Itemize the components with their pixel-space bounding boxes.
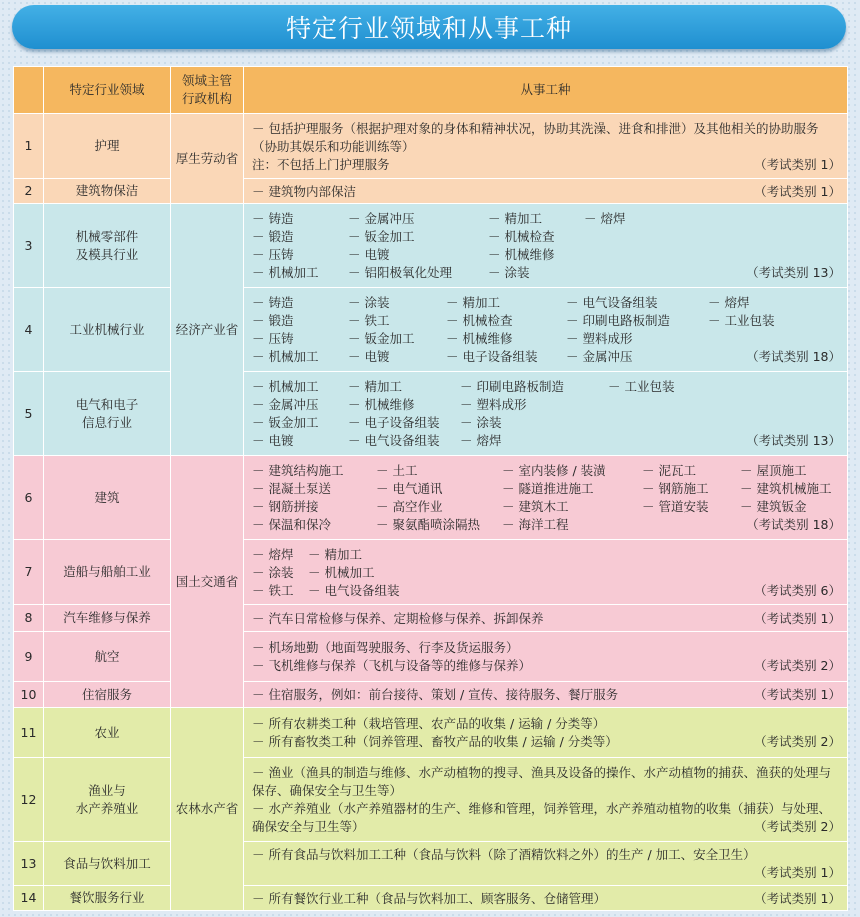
occupation-item: － 铸造 [252, 295, 294, 310]
row-occupation [244, 540, 848, 605]
occupation-item: － 机械加工 [252, 379, 319, 394]
row-number: 14 [14, 886, 44, 911]
row-occupation [244, 114, 848, 179]
row-number: 10 [14, 682, 44, 708]
row-number: 11 [14, 708, 44, 758]
row-number: 4 [14, 288, 44, 372]
occupation-item: － 屋顶施工 [740, 463, 807, 478]
agency-cell: 经济产业省 [171, 204, 244, 456]
table-row [14, 114, 848, 179]
occupation-item: － 印刷电路板制造 [566, 313, 670, 328]
page-title-banner [12, 5, 846, 49]
row-occupation [244, 758, 848, 842]
occupation-item: － 电子设备组装 [348, 415, 440, 430]
row-number: 2 [14, 179, 44, 204]
row-number: 12 [14, 758, 44, 842]
table-row [14, 204, 848, 288]
row-occupation [244, 682, 848, 708]
row-number: 3 [14, 204, 44, 288]
occupation-item: － 电气通讯 [376, 481, 443, 496]
occupation-item: － 精加工 [446, 295, 500, 310]
occupation-line: － 机场地勤（地面驾驶服务、行李及货运服务） [252, 640, 519, 655]
row-field: 工业机械行业 [44, 288, 171, 372]
occupation-item: － 塑料成形 [460, 397, 527, 412]
row-field: 护理 [44, 114, 171, 179]
row-field: 造船与船舶工业 [44, 540, 171, 605]
row-occupation [244, 708, 848, 758]
occupation-item: － 钣金加工 [348, 331, 415, 346]
exam-category: （考试类别 13） [746, 265, 841, 280]
occupation-item: － 精加工 [488, 211, 542, 226]
row-field: 建筑 [44, 456, 171, 540]
row-field: 餐饮服务行业 [44, 886, 171, 911]
occupation-item: － 铝阳极氧化处理 [348, 265, 452, 280]
occupation-item: － 锻造 [252, 229, 294, 244]
occupation-table [13, 66, 848, 911]
occupation-item: － 机械加工 [252, 349, 319, 364]
occupation-line: － 汽车日常检修与保养、定期检修与保养、拆卸保养 [252, 610, 544, 626]
occupation-line: － 飞机维修与保养（飞机与设备等的维修与保养） [252, 658, 531, 673]
occupation-item: － 熔焊 [460, 433, 502, 448]
table-header-row [14, 67, 848, 114]
occupation-line: － 建筑物内部保洁 [252, 183, 356, 199]
exam-category: （考试类别 1） [754, 610, 841, 626]
occupation-line: － 渔业（渔具的制造与维修、水产动植物的搜寻、渔具及设备的操作、水产动植物的捕获、渔获的处理与保存、确保安全与卫生等） [252, 765, 831, 798]
exam-category: （考试类别 18） [746, 349, 841, 364]
occupation-item: － 泥瓦工 [642, 463, 696, 478]
row-occupation [244, 204, 848, 288]
occupation-item: － 建筑结构施工 [252, 463, 344, 478]
exam-category: （考试类别 18） [746, 517, 841, 532]
occupation-note: 注：不包括上门护理服务 [252, 156, 390, 172]
exam-category: （考试类别 1） [754, 890, 841, 906]
occupation-item: － 机械加工 [252, 265, 319, 280]
exam-category: （考试类别 1） [754, 865, 841, 880]
occupation-item: － 电子设备组装 [446, 349, 538, 364]
occupation-line: － 所有畜牧类工种（饲养管理、畜牧产品的收集 / 运输 / 分类等） [252, 734, 618, 749]
table-row [14, 682, 848, 708]
row-occupation [244, 886, 848, 911]
agency-cell: 厚生劳动省 [171, 114, 244, 204]
row-field: 机械零部件 及模具行业 [44, 204, 171, 288]
occupation-item: － 管道安装 [642, 499, 709, 514]
occupation-item: － 铁工 [348, 313, 390, 328]
header-agency: 领域主管 行政机构 [171, 67, 244, 114]
occupation-item: － 钣金加工 [348, 229, 415, 244]
exam-category: （考试类别 6） [754, 582, 841, 598]
occupation-item: － 电气设备组装 [566, 295, 658, 310]
occupation-item: － 机械维修 [488, 247, 555, 262]
header-occupation: 从事工种 [244, 67, 848, 114]
occupation-item: － 锻造 [252, 313, 294, 328]
occupation-item: － 保温和保冷 [252, 517, 331, 532]
table-row [14, 632, 848, 682]
occupation-line: － 所有餐饮行业工种（食品与饮料加工、顾客服务、仓储管理） [252, 890, 606, 906]
row-occupation [244, 842, 848, 886]
occupation-item: － 聚氨酯喷涂隔热 [376, 517, 480, 532]
table-row [14, 708, 848, 758]
occupation-line: － 包括护理服务（根据护理对象的身体和精神状况，协助其洗澡、进食和排泄）及其他相关的协助服务（协助其娱乐和功能训练等） [252, 120, 819, 154]
occupation-line: － 水产养殖业（水产养殖器材的生产、维修和管理，饲养管理，水产养殖动植物的收集（捕获）与处理、确保安全与卫生等） [252, 801, 831, 834]
occupation-item: － 熔焊 [252, 546, 294, 562]
occupation-item: － 精加工 [308, 546, 362, 562]
row-occupation [244, 372, 848, 456]
table-row [14, 288, 848, 372]
occupation-line: － 所有农耕类工种（栽培管理、农产品的收集 / 运输 / 分类等） [252, 716, 606, 731]
occupation-item: － 钢筋施工 [642, 481, 709, 496]
table-row [14, 540, 848, 605]
row-number: 1 [14, 114, 44, 179]
exam-category: （考试类别 1） [754, 687, 841, 702]
occupation-item: － 海洋工程 [502, 517, 569, 532]
occupation-item: － 涂装 [488, 265, 530, 280]
occupation-item: － 电镀 [252, 433, 294, 448]
occupation-item: － 电镀 [348, 349, 390, 364]
occupation-line: － 住宿服务，例如：前台接待、策划 / 宣传、接待服务、餐厅服务 [252, 687, 619, 702]
row-field: 航空 [44, 632, 171, 682]
row-field: 汽车维修与保养 [44, 605, 171, 632]
table-row [14, 758, 848, 842]
row-occupation [244, 179, 848, 204]
table-row [14, 179, 848, 204]
exam-category: （考试类别 1） [754, 156, 841, 172]
occupation-item: － 钢筋拼接 [252, 499, 319, 514]
occupation-item: － 电镀 [348, 247, 390, 262]
occupation-item: － 熔焊 [584, 211, 626, 226]
occupation-item: － 涂装 [460, 415, 502, 430]
exam-category: （考试类别 2） [754, 734, 841, 749]
occupation-item: － 电气设备组装 [348, 433, 440, 448]
occupation-item: － 高空作业 [376, 499, 443, 514]
occupation-item: － 机械维修 [348, 397, 415, 412]
row-field: 渔业与 水产养殖业 [44, 758, 171, 842]
row-number: 13 [14, 842, 44, 886]
row-number: 7 [14, 540, 44, 605]
occupation-item: － 金属冲压 [348, 211, 415, 226]
occupation-item: － 金属冲压 [252, 397, 319, 412]
occupation-item: － 涂装 [348, 295, 390, 310]
occupation-item: － 工业包装 [608, 379, 675, 394]
occupation-item: － 铸造 [252, 211, 294, 226]
row-occupation [244, 456, 848, 540]
header-field: 特定行业领域 [44, 67, 171, 114]
occupation-item: － 工业包装 [708, 313, 775, 328]
occupation-item: － 精加工 [348, 379, 402, 394]
page-title: 特定行业领域和从事工种 [285, 14, 572, 43]
occupation-item: － 建筑机械施工 [740, 481, 832, 496]
exam-category: （考试类别 13） [746, 433, 841, 448]
row-occupation [244, 605, 848, 632]
occupation-item: － 压铸 [252, 331, 294, 346]
occupation-item: － 印刷电路板制造 [460, 379, 564, 394]
row-number: 9 [14, 632, 44, 682]
row-field: 建筑物保洁 [44, 179, 171, 204]
agency-cell: 农林水产省 [171, 708, 244, 911]
occupation-item: － 建筑钣金 [740, 499, 807, 514]
exam-category: （考试类别 2） [754, 658, 841, 673]
occupation-item: － 土工 [376, 463, 418, 478]
row-field: 农业 [44, 708, 171, 758]
occupation-item: － 混凝土泵送 [252, 481, 331, 496]
occupation-item: － 金属冲压 [566, 349, 633, 364]
exam-category: （考试类别 2） [754, 819, 841, 834]
occupation-item: － 机械加工 [308, 564, 375, 580]
exam-category: （考试类别 1） [754, 183, 841, 199]
occupation-item: － 机械检查 [488, 229, 555, 244]
table-row [14, 605, 848, 632]
table-row [14, 372, 848, 456]
occupation-item: － 塑料成形 [566, 331, 633, 346]
agency-cell: 国土交通省 [171, 456, 244, 708]
row-field: 住宿服务 [44, 682, 171, 708]
occupation-item: － 机械维修 [446, 331, 513, 346]
occupation-line: － 所有食品与饮料加工工种（食品与饮料（除了酒精饮料之外）的生产 / 加工、安全卫生） [252, 847, 756, 862]
occupation-item: － 铁工 [252, 582, 294, 598]
occupation-item: － 电气设备组装 [308, 582, 400, 598]
row-number: 8 [14, 605, 44, 632]
occupation-item: － 涂装 [252, 564, 294, 580]
header-num [14, 67, 44, 114]
table-row [14, 456, 848, 540]
occupation-item: － 熔焊 [708, 295, 750, 310]
occupation-item: － 室内装修 / 装潢 [502, 463, 606, 478]
row-field: 电气和电子 信息行业 [44, 372, 171, 456]
occupation-item: － 机械检查 [446, 313, 513, 328]
row-field: 食品与饮料加工 [44, 842, 171, 886]
row-number: 5 [14, 372, 44, 456]
row-occupation [244, 632, 848, 682]
occupation-item: － 压铸 [252, 247, 294, 262]
row-occupation [244, 288, 848, 372]
table-row [14, 842, 848, 886]
occupation-item: － 建筑木工 [502, 499, 569, 514]
occupation-item: － 隧道推进施工 [502, 481, 594, 496]
row-number: 6 [14, 456, 44, 540]
occupation-item: － 钣金加工 [252, 415, 319, 430]
table-row [14, 886, 848, 911]
